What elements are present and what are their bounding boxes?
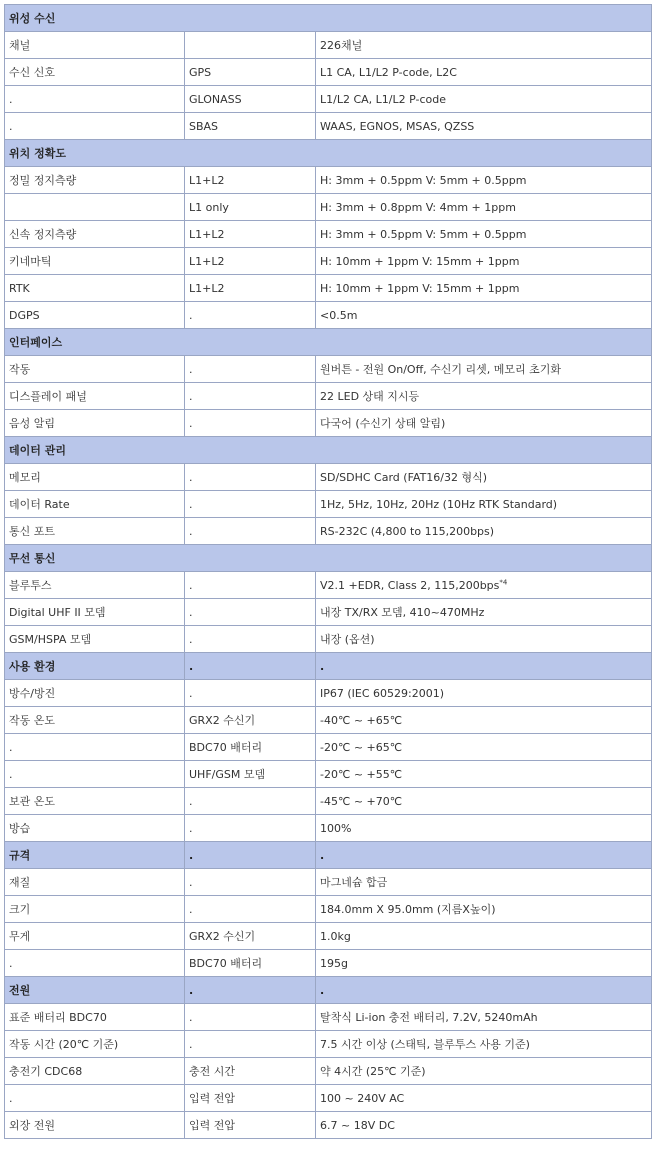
spec-table (4, 4, 652, 1139)
table-row (5, 59, 652, 86)
section-cell: . (185, 653, 316, 680)
spec-sublabel: . (185, 572, 316, 599)
section-cell: . (316, 977, 652, 1004)
spec-label: 방습 (5, 815, 185, 842)
spec-label: 음성 알림 (5, 410, 185, 437)
table-row (5, 302, 652, 329)
spec-value: H: 10mm + 1ppm V: 15mm + 1ppm (316, 248, 652, 275)
table-row (5, 1004, 652, 1031)
spec-label: 키네마틱 (5, 248, 185, 275)
section-header-row (5, 842, 652, 869)
spec-label: 통신 포트 (5, 518, 185, 545)
spec-label: 작동 (5, 356, 185, 383)
table-row (5, 248, 652, 275)
table-row (5, 950, 652, 977)
spec-value: 100% (316, 815, 652, 842)
spec-label: . (5, 761, 185, 788)
spec-sublabel: . (185, 491, 316, 518)
spec-sublabel: UHF/GSM 모뎀 (185, 761, 316, 788)
spec-value: L1 CA, L1/L2 P-code, L2C (316, 59, 652, 86)
spec-value: 184.0mm X 95.0mm (지름X높이) (316, 896, 652, 923)
spec-value: 7.5 시간 이상 (스태틱, 블루투스 사용 기준) (316, 1031, 652, 1058)
spec-value-text: V2.1 +EDR, Class 2, 115,200bps (320, 578, 500, 592)
spec-value: -45℃ ~ +70℃ (316, 788, 652, 815)
spec-sublabel: . (185, 464, 316, 491)
section-title: 위성 수신 (5, 5, 652, 32)
table-row (5, 1085, 652, 1112)
spec-value: 내장 TX/RX 모뎀, 410~470MHz (316, 599, 652, 626)
spec-sublabel: L1+L2 (185, 221, 316, 248)
spec-label: 메모리 (5, 464, 185, 491)
table-row (5, 896, 652, 923)
spec-label: 데이터 Rate (5, 491, 185, 518)
spec-value: 약 4시간 (25℃ 기준) (316, 1058, 652, 1085)
spec-sublabel: BDC70 배터리 (185, 950, 316, 977)
table-row (5, 464, 652, 491)
spec-sublabel: . (185, 680, 316, 707)
spec-value: H: 10mm + 1ppm V: 15mm + 1ppm (316, 275, 652, 302)
spec-label: 무게 (5, 923, 185, 950)
spec-sublabel: L1+L2 (185, 248, 316, 275)
spec-value: 1Hz, 5Hz, 10Hz, 20Hz (10Hz RTK Standard) (316, 491, 652, 518)
section-header-row (5, 977, 652, 1004)
spec-sublabel: . (185, 626, 316, 653)
spec-sublabel: GPS (185, 59, 316, 86)
spec-value: 195g (316, 950, 652, 977)
table-row (5, 383, 652, 410)
table-row (5, 356, 652, 383)
spec-sublabel: . (185, 383, 316, 410)
spec-value: 내장 (옵션) (316, 626, 652, 653)
spec-value: 1.0kg (316, 923, 652, 950)
spec-label: 표준 배터리 BDC70 (5, 1004, 185, 1031)
spec-value: IP67 (IEC 60529:2001) (316, 680, 652, 707)
spec-label: 수신 신호 (5, 59, 185, 86)
footnote-marker: *4 (499, 577, 508, 586)
spec-value: 6.7 ~ 18V DC (316, 1112, 652, 1139)
spec-value: -20℃ ~ +55℃ (316, 761, 652, 788)
spec-value: 다국어 (수신기 상태 알림) (316, 410, 652, 437)
spec-sublabel: . (185, 896, 316, 923)
table-row (5, 572, 652, 599)
section-title: 인터페이스 (5, 329, 652, 356)
spec-label: 작동 시간 (20℃ 기준) (5, 1031, 185, 1058)
table-row (5, 734, 652, 761)
spec-value: <0.5m (316, 302, 652, 329)
section-header-row (5, 653, 652, 680)
spec-sublabel: L1 only (185, 194, 316, 221)
table-row (5, 707, 652, 734)
table-row (5, 599, 652, 626)
spec-value: 22 LED 상태 지시등 (316, 383, 652, 410)
section-header-row (5, 545, 652, 572)
spec-value: H: 3mm + 0.8ppm V: 4mm + 1ppm (316, 194, 652, 221)
spec-label: Digital UHF II 모뎀 (5, 599, 185, 626)
section-title: 위치 정확도 (5, 140, 652, 167)
spec-label: . (5, 734, 185, 761)
spec-sublabel: . (185, 410, 316, 437)
spec-value: -20℃ ~ +65℃ (316, 734, 652, 761)
spec-value: RS-232C (4,800 to 115,200bps) (316, 518, 652, 545)
spec-label: 디스플레이 패널 (5, 383, 185, 410)
spec-value: 100 ~ 240V AC (316, 1085, 652, 1112)
table-row (5, 869, 652, 896)
spec-sublabel: . (185, 1031, 316, 1058)
spec-label: . (5, 950, 185, 977)
spec-value: -40℃ ~ +65℃ (316, 707, 652, 734)
spec-sublabel: SBAS (185, 113, 316, 140)
spec-label: 블루투스 (5, 572, 185, 599)
table-row (5, 815, 652, 842)
table-row (5, 113, 652, 140)
spec-value: WAAS, EGNOS, MSAS, QZSS (316, 113, 652, 140)
spec-value: L1/L2 CA, L1/L2 P-code (316, 86, 652, 113)
table-row (5, 410, 652, 437)
spec-sublabel: 입력 전압 (185, 1085, 316, 1112)
table-row (5, 680, 652, 707)
spec-value: SD/SDHC Card (FAT16/32 형식) (316, 464, 652, 491)
section-title: 전원 (5, 977, 185, 1004)
table-row (5, 1112, 652, 1139)
spec-value: 탈착식 Li-ion 충전 배터리, 7.2V, 5240mAh (316, 1004, 652, 1031)
table-row (5, 221, 652, 248)
spec-label: RTK (5, 275, 185, 302)
table-row (5, 491, 652, 518)
spec-sublabel: . (185, 599, 316, 626)
spec-sublabel: . (185, 356, 316, 383)
spec-label: 방수/방진 (5, 680, 185, 707)
table-row (5, 167, 652, 194)
table-row (5, 1058, 652, 1085)
spec-sublabel (185, 32, 316, 59)
spec-sublabel: . (185, 518, 316, 545)
spec-sublabel: . (185, 788, 316, 815)
table-row (5, 86, 652, 113)
spec-label: 보관 온도 (5, 788, 185, 815)
table-row (5, 194, 652, 221)
section-header-row (5, 437, 652, 464)
table-row (5, 1031, 652, 1058)
table-row (5, 923, 652, 950)
table-row (5, 626, 652, 653)
spec-label: 재질 (5, 869, 185, 896)
spec-value: H: 3mm + 0.5ppm V: 5mm + 0.5ppm (316, 167, 652, 194)
spec-value: H: 3mm + 0.5ppm V: 5mm + 0.5ppm (316, 221, 652, 248)
spec-sublabel: . (185, 869, 316, 896)
spec-label: 정밀 정지측량 (5, 167, 185, 194)
section-title: 사용 환경 (5, 653, 185, 680)
spec-label: 충전기 CDC68 (5, 1058, 185, 1085)
spec-value: 226채널 (316, 32, 652, 59)
section-header-row (5, 329, 652, 356)
spec-label: DGPS (5, 302, 185, 329)
table-row (5, 788, 652, 815)
spec-label: 크기 (5, 896, 185, 923)
spec-label: . (5, 86, 185, 113)
spec-sublabel: BDC70 배터리 (185, 734, 316, 761)
section-cell: . (185, 842, 316, 869)
spec-table-body (5, 5, 652, 1139)
table-row (5, 761, 652, 788)
section-title: 데이터 관리 (5, 437, 652, 464)
spec-label: . (5, 1085, 185, 1112)
section-cell: . (316, 653, 652, 680)
table-row (5, 275, 652, 302)
spec-sublabel: GRX2 수신기 (185, 923, 316, 950)
table-row (5, 32, 652, 59)
spec-sublabel: . (185, 302, 316, 329)
spec-label: 신속 정지측량 (5, 221, 185, 248)
section-header-row (5, 140, 652, 167)
section-title: 무선 통신 (5, 545, 652, 572)
table-row (5, 518, 652, 545)
spec-label: 채널 (5, 32, 185, 59)
section-header-row (5, 5, 652, 32)
spec-sublabel: . (185, 815, 316, 842)
spec-sublabel: L1+L2 (185, 275, 316, 302)
spec-sublabel: . (185, 1004, 316, 1031)
spec-sublabel: L1+L2 (185, 167, 316, 194)
spec-value (316, 572, 652, 599)
spec-sublabel: 충전 시간 (185, 1058, 316, 1085)
spec-value: 마그네슘 합금 (316, 869, 652, 896)
spec-sublabel: GLONASS (185, 86, 316, 113)
spec-sublabel: GRX2 수신기 (185, 707, 316, 734)
section-title: 규격 (5, 842, 185, 869)
spec-label: 외장 전원 (5, 1112, 185, 1139)
section-cell: . (316, 842, 652, 869)
spec-value: 원버튼 - 전원 On/Off, 수신기 리셋, 메모리 초기화 (316, 356, 652, 383)
spec-sublabel: 입력 전압 (185, 1112, 316, 1139)
spec-label: 작동 온도 (5, 707, 185, 734)
spec-label: . (5, 113, 185, 140)
spec-label: GSM/HSPA 모뎀 (5, 626, 185, 653)
spec-label (5, 194, 185, 221)
section-cell: . (185, 977, 316, 1004)
